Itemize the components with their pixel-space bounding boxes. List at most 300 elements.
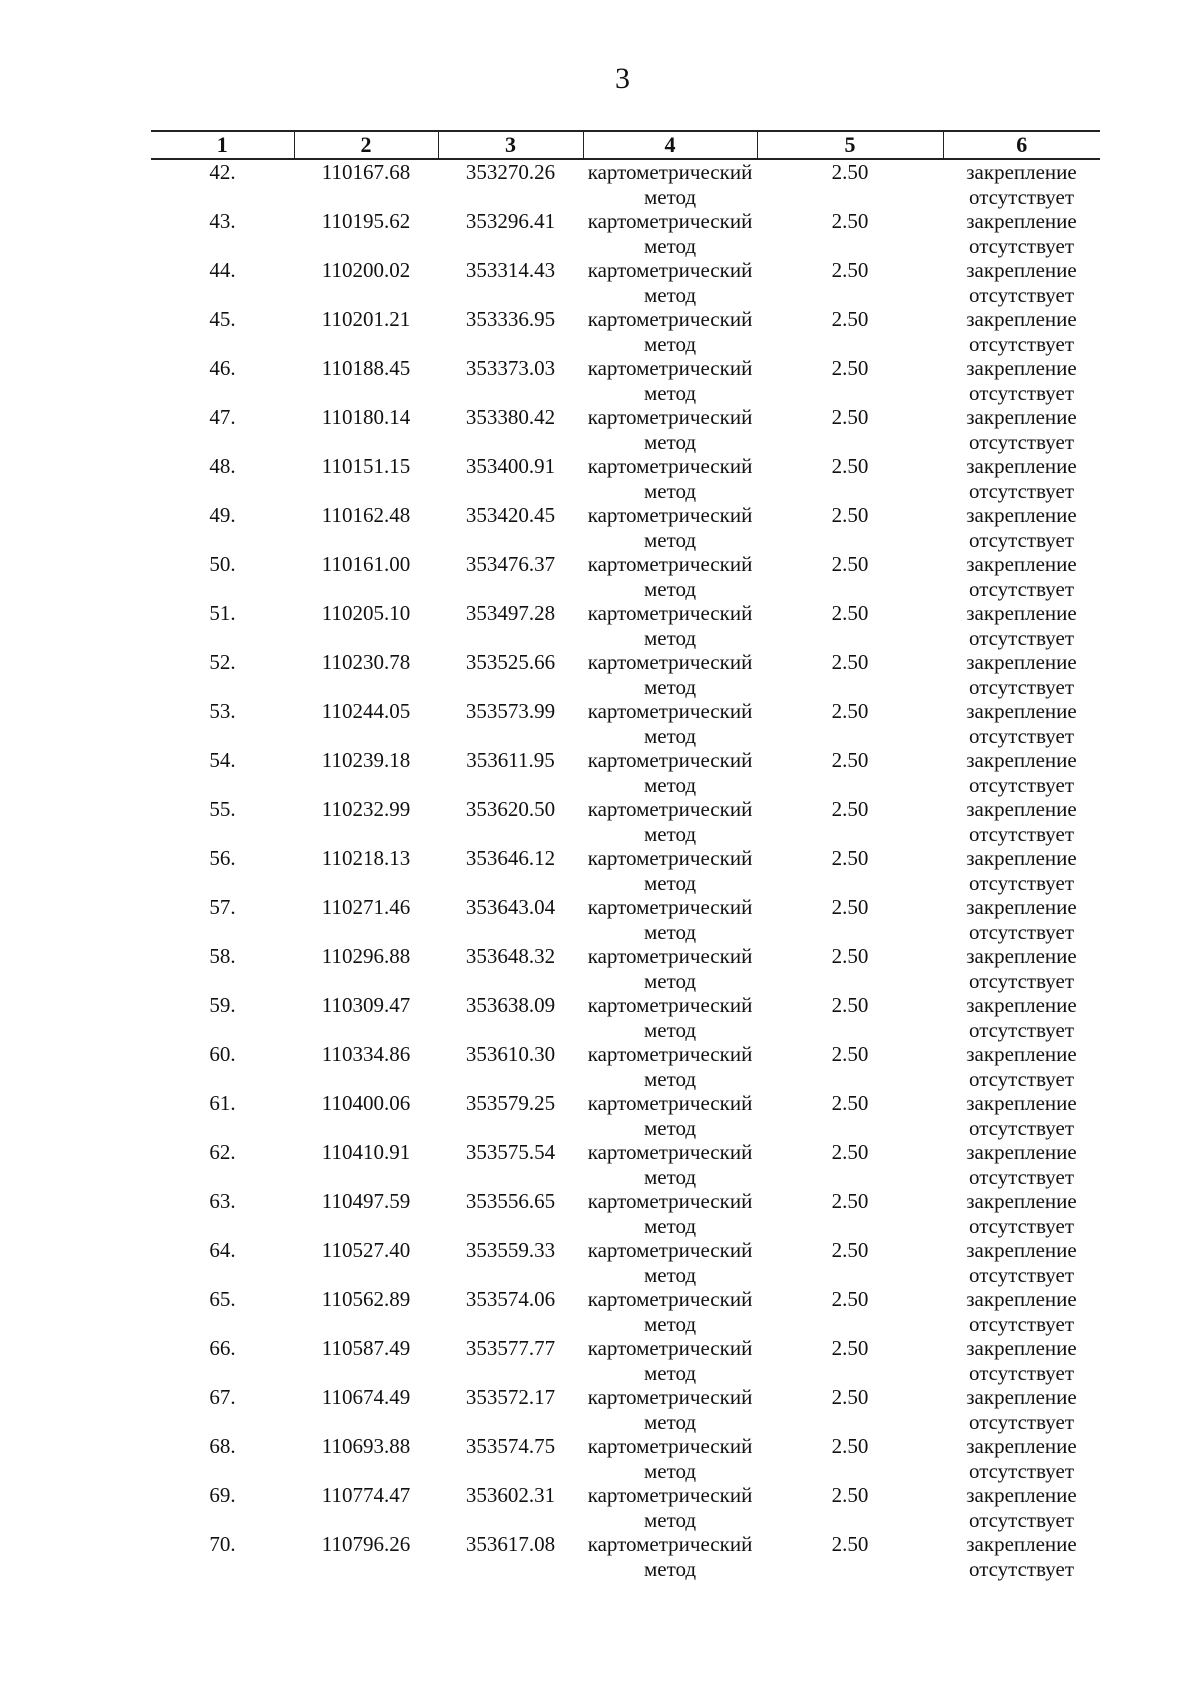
cell-method [583,748,757,797]
cell-method [583,258,757,307]
method-line-2: метод [643,1066,697,1091]
fixation-line-2: отсутствует [968,1507,1075,1532]
method-line-1: картометрический [587,993,753,1017]
cell-fixation [943,1238,1100,1287]
cell-method [583,1287,757,1336]
cell-fixation [943,944,1100,993]
method-line-2: метод [643,282,697,307]
fixation-line-1: закрепление [966,895,1077,919]
cell-point-number: 69. [209,1483,236,1507]
fixation-line-1: закрепление [966,160,1077,184]
table-body [151,159,1100,1581]
cell-point-number: 49. [209,503,236,527]
cell-x-coordinate: 110271.46 [321,895,411,919]
cell-accuracy: 2.50 [831,993,869,1017]
cell-point-number: 64. [209,1238,236,1262]
cell-x-coordinate: 110796.26 [321,1532,411,1556]
method-line-1: картометрический [587,356,753,380]
method-line-1: картометрический [587,1483,753,1507]
cell-y-coordinate: 353579.25 [465,1091,556,1115]
cell-x-coordinate: 110674.49 [321,1385,411,1409]
cell-point-number: 55. [209,797,236,821]
fixation-line-1: закрепление [966,601,1077,625]
cell-point-number: 67. [209,1385,236,1409]
cell-x-coordinate: 110334.86 [321,1042,411,1066]
cell-y-coordinate: 353617.08 [465,1532,556,1556]
method-line-2: метод [643,1164,697,1189]
fixation-line-1: закрепление [966,405,1077,429]
fixation-line-2: отсутствует [968,1115,1075,1140]
fixation-line-1: закрепление [966,846,1077,870]
cell-accuracy: 2.50 [831,1532,869,1556]
cell-method [583,552,757,601]
cell-accuracy: 2.50 [831,1385,869,1409]
cell-y-coordinate: 353420.45 [465,503,556,527]
cell-method [583,1189,757,1238]
fixation-line-2: отсутствует [968,1556,1075,1581]
cell-point-number: 66. [209,1336,236,1360]
cell-accuracy: 2.50 [831,160,869,184]
cell-x-coordinate: 110296.88 [321,944,411,968]
cell-x-coordinate: 110244.05 [321,699,411,723]
fixation-line-2: отсутствует [968,821,1075,846]
cell-point-number: 62. [209,1140,236,1164]
cell-point-number: 58. [209,944,236,968]
cell-x-coordinate: 110161.00 [321,552,411,576]
cell-accuracy: 2.50 [831,503,869,527]
cell-point-number: 68. [209,1434,236,1458]
method-line-2: метод [643,429,697,454]
cell-fixation [943,159,1100,209]
cell-x-coordinate: 110239.18 [321,748,411,772]
cell-fixation [943,699,1100,748]
fixation-line-2: отсутствует [968,233,1075,258]
method-line-2: метод [643,380,697,405]
fixation-line-2: отсутствует [968,429,1075,454]
cell-fixation [943,307,1100,356]
table-row [151,1091,1100,1140]
cell-accuracy: 2.50 [831,405,869,429]
cell-y-coordinate: 353497.28 [465,601,556,625]
cell-accuracy: 2.50 [831,454,869,478]
cell-fixation [943,1385,1100,1434]
cell-x-coordinate: 110195.62 [321,209,411,233]
method-line-2: метод [643,870,697,895]
method-line-1: картометрический [587,748,753,772]
method-line-2: метод [643,478,697,503]
method-line-1: картометрический [587,454,753,478]
cell-x-coordinate: 110218.13 [321,846,411,870]
cell-y-coordinate: 353620.50 [465,797,556,821]
cell-method [583,454,757,503]
header-col-3: 3 [438,131,583,159]
cell-method [583,159,757,209]
fixation-line-1: закрепление [966,1287,1077,1311]
cell-x-coordinate: 110232.99 [321,797,411,821]
method-line-1: картометрический [587,1385,753,1409]
fixation-line-1: закрепление [966,1042,1077,1066]
cell-y-coordinate: 353602.31 [465,1483,556,1507]
method-line-2: метод [643,1311,697,1336]
cell-method [583,307,757,356]
fixation-line-2: отсутствует [968,1017,1075,1042]
cell-accuracy: 2.50 [831,1140,869,1164]
cell-fixation [943,1336,1100,1385]
fixation-line-1: закрепление [966,1238,1077,1262]
fixation-line-1: закрепление [966,356,1077,380]
cell-accuracy: 2.50 [831,797,869,821]
method-line-1: картометрический [587,1140,753,1164]
fixation-line-2: отсутствует [968,1164,1075,1189]
table-row [151,209,1100,258]
cell-y-coordinate: 353573.99 [465,699,556,723]
table-row [151,1189,1100,1238]
cell-x-coordinate: 110497.59 [321,1189,411,1213]
cell-point-number: 43. [209,209,236,233]
cell-point-number: 63. [209,1189,236,1213]
cell-x-coordinate: 110693.88 [321,1434,411,1458]
fixation-line-1: закрепление [966,797,1077,821]
fixation-line-2: отсутствует [968,968,1075,993]
cell-x-coordinate: 110410.91 [321,1140,411,1164]
cell-x-coordinate: 110205.10 [321,601,411,625]
cell-y-coordinate: 353314.43 [465,258,556,282]
cell-y-coordinate: 353643.04 [465,895,556,919]
cell-y-coordinate: 353572.17 [465,1385,556,1409]
method-line-1: картометрический [587,1238,753,1262]
cell-accuracy: 2.50 [831,1238,869,1262]
cell-point-number: 57. [209,895,236,919]
fixation-line-1: закрепление [966,748,1077,772]
cell-fixation [943,209,1100,258]
method-line-1: картометрический [587,405,753,429]
cell-accuracy: 2.50 [831,1287,869,1311]
fixation-line-1: закрепление [966,258,1077,282]
cell-y-coordinate: 353296.41 [465,209,556,233]
fixation-line-2: отсутствует [968,674,1075,699]
fixation-line-1: закрепление [966,1532,1077,1556]
header-col-5: 5 [757,131,943,159]
table-row [151,258,1100,307]
method-line-2: метод [643,1556,697,1581]
method-line-2: метод [643,1360,697,1385]
cell-method [583,1336,757,1385]
method-line-1: картометрический [587,1091,753,1115]
fixation-line-1: закрепление [966,1189,1077,1213]
table-row [151,650,1100,699]
fixation-line-1: закрепление [966,454,1077,478]
cell-fixation [943,1042,1100,1091]
cell-point-number: 53. [209,699,236,723]
fixation-line-2: отсутствует [968,772,1075,797]
cell-method [583,209,757,258]
table-row [151,1336,1100,1385]
method-line-2: метод [643,625,697,650]
method-line-2: метод [643,1115,697,1140]
cell-accuracy: 2.50 [831,258,869,282]
method-line-1: картометрический [587,209,753,233]
cell-x-coordinate: 110201.21 [321,307,411,331]
cell-accuracy: 2.50 [831,1336,869,1360]
cell-y-coordinate: 353646.12 [465,846,556,870]
page-number: 3 [615,62,630,95]
method-line-2: метод [643,772,697,797]
fixation-line-1: закрепление [966,503,1077,527]
coordinates-table [151,130,1100,1581]
cell-method [583,1385,757,1434]
cell-y-coordinate: 353556.65 [465,1189,556,1213]
fixation-line-2: отсутствует [968,1409,1075,1434]
cell-point-number: 48. [209,454,236,478]
fixation-line-1: закрепление [966,699,1077,723]
method-line-1: картометрический [587,1336,753,1360]
cell-accuracy: 2.50 [831,1434,869,1458]
method-line-1: картометрический [587,160,753,184]
fixation-line-2: отсутствует [968,380,1075,405]
cell-fixation [943,1532,1100,1581]
cell-accuracy: 2.50 [831,1189,869,1213]
cell-fixation [943,797,1100,846]
fixation-line-2: отсутствует [968,527,1075,552]
cell-accuracy: 2.50 [831,307,869,331]
method-line-1: картометрический [587,699,753,723]
cell-method [583,356,757,405]
method-line-2: метод [643,1507,697,1532]
table-row [151,1042,1100,1091]
cell-fixation [943,650,1100,699]
method-line-2: метод [643,919,697,944]
method-line-1: картометрический [587,895,753,919]
table-row [151,405,1100,454]
cell-x-coordinate: 110180.14 [321,405,411,429]
cell-y-coordinate: 353476.37 [465,552,556,576]
header-col-2: 2 [294,131,438,159]
fixation-line-1: закрепление [966,1434,1077,1458]
cell-point-number: 61. [209,1091,236,1115]
cell-point-number: 70. [209,1532,236,1556]
table-row [151,503,1100,552]
cell-method [583,993,757,1042]
cell-method [583,1091,757,1140]
table-row [151,1238,1100,1287]
method-line-1: картометрический [587,1189,753,1213]
cell-fixation [943,1483,1100,1532]
method-line-1: картометрический [587,1042,753,1066]
table-row [151,356,1100,405]
cell-point-number: 52. [209,650,236,674]
table-row [151,601,1100,650]
cell-method [583,846,757,895]
table-header [151,131,1100,159]
cell-fixation [943,258,1100,307]
fixation-line-2: отсутствует [968,1458,1075,1483]
method-line-1: картометрический [587,797,753,821]
cell-x-coordinate: 110162.48 [321,503,411,527]
fixation-line-2: отсутствует [968,625,1075,650]
cell-point-number: 59. [209,993,236,1017]
method-line-1: картометрический [587,1532,753,1556]
cell-accuracy: 2.50 [831,1483,869,1507]
fixation-line-2: отсутствует [968,1262,1075,1287]
fixation-line-2: отсутствует [968,723,1075,748]
table-row [151,552,1100,601]
fixation-line-1: закрепление [966,209,1077,233]
cell-accuracy: 2.50 [831,552,869,576]
method-line-2: метод [643,233,697,258]
cell-y-coordinate: 353336.95 [465,307,556,331]
method-line-2: метод [643,1409,697,1434]
fixation-line-2: отсутствует [968,870,1075,895]
method-line-1: картометрический [587,601,753,625]
method-line-2: метод [643,1262,697,1287]
table-row [151,797,1100,846]
fixation-line-1: закрепление [966,1385,1077,1409]
table-row [151,1532,1100,1581]
cell-method [583,1140,757,1189]
fixation-line-2: отсутствует [968,184,1075,209]
table-row [151,454,1100,503]
method-line-2: метод [643,968,697,993]
cell-point-number: 51. [209,601,236,625]
method-line-1: картометрический [587,503,753,527]
cell-x-coordinate: 110400.06 [321,1091,411,1115]
cell-fixation [943,1434,1100,1483]
cell-x-coordinate: 110200.02 [321,258,411,282]
table-row [151,159,1100,209]
cell-method [583,1483,757,1532]
cell-fixation [943,1140,1100,1189]
header-row [151,131,1100,159]
fixation-line-1: закрепление [966,1091,1077,1115]
fixation-line-2: отсутствует [968,1311,1075,1336]
cell-y-coordinate: 353610.30 [465,1042,556,1066]
cell-accuracy: 2.50 [831,650,869,674]
cell-fixation [943,552,1100,601]
cell-y-coordinate: 353559.33 [465,1238,556,1262]
cell-y-coordinate: 353270.26 [465,160,556,184]
coordinates-table-container [151,130,1100,1581]
cell-fixation [943,356,1100,405]
cell-point-number: 60. [209,1042,236,1066]
cell-fixation [943,601,1100,650]
cell-y-coordinate: 353575.54 [465,1140,556,1164]
fixation-line-2: отсутствует [968,282,1075,307]
cell-y-coordinate: 353574.75 [465,1434,556,1458]
cell-method [583,797,757,846]
fixation-line-1: закрепление [966,552,1077,576]
table-row [151,993,1100,1042]
fixation-line-2: отсутствует [968,1360,1075,1385]
cell-point-number: 56. [209,846,236,870]
cell-point-number: 50. [209,552,236,576]
method-line-1: картометрический [587,944,753,968]
cell-fixation [943,1287,1100,1336]
cell-accuracy: 2.50 [831,895,869,919]
cell-point-number: 42. [209,160,236,184]
cell-method [583,1042,757,1091]
cell-fixation [943,846,1100,895]
cell-x-coordinate: 110188.45 [321,356,411,380]
cell-x-coordinate: 110151.15 [321,454,411,478]
method-line-2: метод [643,674,697,699]
table-row [151,846,1100,895]
cell-point-number: 45. [209,307,236,331]
cell-y-coordinate: 353648.32 [465,944,556,968]
fixation-line-2: отсутствует [968,576,1075,601]
method-line-2: метод [643,527,697,552]
cell-fixation [943,748,1100,797]
cell-method [583,405,757,454]
fixation-line-2: отсутствует [968,919,1075,944]
cell-fixation [943,454,1100,503]
method-line-1: картометрический [587,1434,753,1458]
cell-y-coordinate: 353373.03 [465,356,556,380]
cell-fixation [943,503,1100,552]
cell-y-coordinate: 353380.42 [465,405,556,429]
cell-accuracy: 2.50 [831,1042,869,1066]
method-line-2: метод [643,331,697,356]
table-row [151,307,1100,356]
method-line-2: метод [643,184,697,209]
cell-fixation [943,1091,1100,1140]
cell-point-number: 54. [209,748,236,772]
method-line-2: метод [643,723,697,748]
cell-x-coordinate: 110527.40 [321,1238,411,1262]
cell-y-coordinate: 353577.77 [465,1336,556,1360]
cell-method [583,1434,757,1483]
cell-method [583,650,757,699]
cell-x-coordinate: 110562.89 [321,1287,411,1311]
method-line-1: картометрический [587,650,753,674]
cell-y-coordinate: 353611.95 [466,748,555,772]
cell-point-number: 65. [209,1287,236,1311]
cell-method [583,895,757,944]
method-line-1: картометрический [587,258,753,282]
cell-x-coordinate: 110587.49 [321,1336,411,1360]
fixation-line-2: отсутствует [968,331,1075,356]
fixation-line-1: закрепление [966,1483,1077,1507]
fixation-line-1: закрепление [966,993,1077,1017]
cell-x-coordinate: 110230.78 [321,650,411,674]
fixation-line-2: отсутствует [968,1066,1075,1091]
table-row [151,895,1100,944]
method-line-1: картометрический [587,552,753,576]
cell-accuracy: 2.50 [831,601,869,625]
cell-y-coordinate: 353638.09 [465,993,556,1017]
header-col-1: 1 [151,131,294,159]
method-line-2: метод [643,576,697,601]
table-row [151,1434,1100,1483]
cell-y-coordinate: 353574.06 [465,1287,556,1311]
cell-y-coordinate: 353400.91 [465,454,556,478]
fixation-line-1: закрепление [966,307,1077,331]
table-row [151,1140,1100,1189]
cell-x-coordinate: 110167.68 [321,160,411,184]
fixation-line-1: закрепление [966,944,1077,968]
cell-method [583,699,757,748]
cell-accuracy: 2.50 [831,699,869,723]
fixation-line-2: отсутствует [968,478,1075,503]
cell-method [583,601,757,650]
fixation-line-1: закрепление [966,1140,1077,1164]
cell-method [583,1532,757,1581]
method-line-1: картометрический [587,846,753,870]
fixation-line-1: закрепление [966,1336,1077,1360]
method-line-1: картометрический [587,1287,753,1311]
header-col-4: 4 [583,131,757,159]
table-row [151,748,1100,797]
cell-y-coordinate: 353525.66 [465,650,556,674]
